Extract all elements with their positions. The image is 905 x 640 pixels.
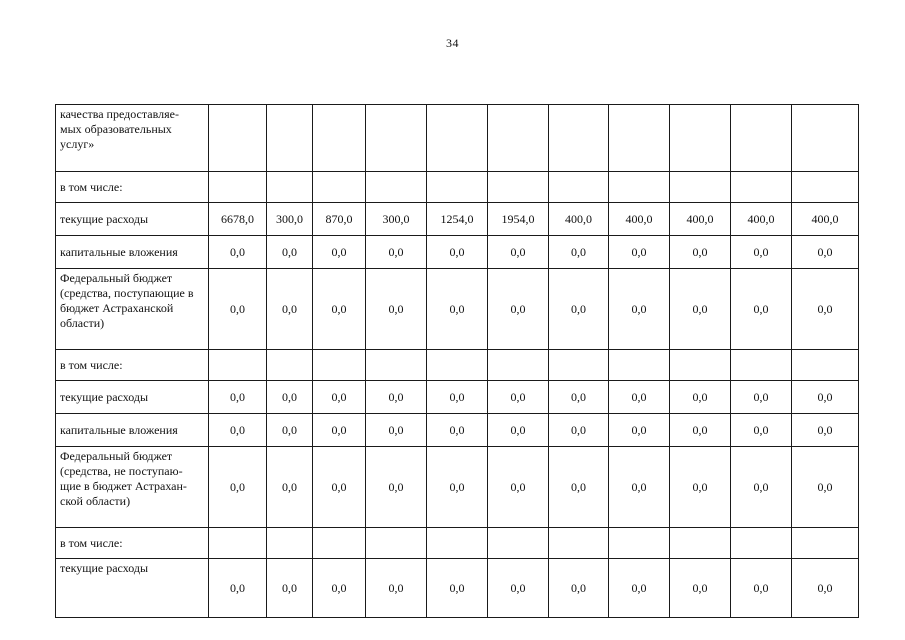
value-cell	[209, 105, 267, 172]
value-cell	[549, 350, 609, 381]
value-cell: 0,0	[267, 381, 313, 414]
table-row	[56, 350, 859, 381]
value-cell: 0,0	[427, 414, 488, 447]
table-row	[56, 203, 859, 236]
value-cell: 0,0	[427, 236, 488, 269]
value-cell: 0,0	[549, 236, 609, 269]
value-cell: 0,0	[488, 381, 549, 414]
value-cell: 870,0	[313, 203, 366, 236]
value-cell: 0,0	[313, 381, 366, 414]
row-label: в том числе:	[56, 350, 209, 381]
value-cell	[267, 172, 313, 203]
value-cell: 0,0	[267, 559, 313, 618]
value-cell	[731, 528, 792, 559]
value-cell: 0,0	[792, 269, 859, 350]
value-cell: 0,0	[670, 447, 731, 528]
value-cell	[366, 105, 427, 172]
value-cell	[670, 172, 731, 203]
value-cell: 0,0	[313, 447, 366, 528]
value-cell: 0,0	[366, 381, 427, 414]
value-cell: 0,0	[731, 559, 792, 618]
value-cell	[609, 172, 670, 203]
value-cell: 0,0	[731, 236, 792, 269]
value-cell: 0,0	[209, 559, 267, 618]
table-row	[56, 105, 859, 172]
value-cell: 0,0	[792, 447, 859, 528]
value-cell: 0,0	[609, 381, 670, 414]
table-body	[56, 105, 859, 618]
value-cell: 0,0	[313, 414, 366, 447]
value-cell: 400,0	[549, 203, 609, 236]
table-row	[56, 236, 859, 269]
value-cell: 0,0	[792, 559, 859, 618]
value-cell	[670, 105, 731, 172]
value-cell: 0,0	[549, 269, 609, 350]
value-cell	[209, 172, 267, 203]
value-cell	[267, 350, 313, 381]
value-cell: 0,0	[267, 414, 313, 447]
value-cell	[267, 105, 313, 172]
value-cell	[209, 350, 267, 381]
value-cell: 0,0	[366, 447, 427, 528]
value-cell: 0,0	[209, 269, 267, 350]
value-cell: 0,0	[731, 414, 792, 447]
value-cell: 0,0	[427, 559, 488, 618]
row-label: Федеральный бюджет (средства, поступающие в бюджет Астраханской области)	[56, 269, 209, 350]
value-cell: 0,0	[549, 559, 609, 618]
value-cell: 0,0	[488, 447, 549, 528]
page-number: 34	[446, 36, 459, 50]
value-cell: 0,0	[670, 559, 731, 618]
value-cell	[366, 172, 427, 203]
value-cell: 0,0	[313, 269, 366, 350]
value-cell: 0,0	[670, 381, 731, 414]
value-cell	[366, 350, 427, 381]
value-cell: 0,0	[731, 381, 792, 414]
value-cell	[313, 528, 366, 559]
value-cell: 0,0	[209, 447, 267, 528]
row-label: текущие расходы	[56, 203, 209, 236]
value-cell: 400,0	[731, 203, 792, 236]
value-cell	[792, 350, 859, 381]
value-cell: 0,0	[549, 381, 609, 414]
value-cell: 0,0	[427, 269, 488, 350]
value-cell	[427, 528, 488, 559]
value-cell: 0,0	[488, 236, 549, 269]
table-row	[56, 447, 859, 528]
value-cell: 1254,0	[427, 203, 488, 236]
value-cell: 300,0	[267, 203, 313, 236]
value-cell: 0,0	[549, 447, 609, 528]
table-row	[56, 414, 859, 447]
row-label: качества предоставляе- мых образовательных услуг»	[56, 105, 209, 172]
value-cell	[488, 105, 549, 172]
value-cell: 0,0	[267, 269, 313, 350]
value-cell	[670, 528, 731, 559]
value-cell: 0,0	[209, 381, 267, 414]
value-cell: 0,0	[670, 236, 731, 269]
value-cell	[549, 105, 609, 172]
value-cell: 0,0	[731, 269, 792, 350]
value-cell	[549, 172, 609, 203]
row-label: капитальные вложения	[56, 236, 209, 269]
value-cell	[731, 105, 792, 172]
value-cell: 0,0	[209, 414, 267, 447]
value-cell	[209, 528, 267, 559]
value-cell: 0,0	[670, 414, 731, 447]
value-cell	[609, 350, 670, 381]
value-cell	[792, 172, 859, 203]
value-cell: 0,0	[488, 559, 549, 618]
value-cell: 0,0	[792, 414, 859, 447]
value-cell: 0,0	[488, 269, 549, 350]
value-cell	[549, 528, 609, 559]
value-cell	[488, 350, 549, 381]
value-cell: 0,0	[792, 236, 859, 269]
value-cell	[427, 172, 488, 203]
value-cell: 0,0	[670, 269, 731, 350]
row-label: капитальные вложения	[56, 414, 209, 447]
table-row	[56, 528, 859, 559]
value-cell: 0,0	[267, 447, 313, 528]
value-cell	[792, 528, 859, 559]
table-row	[56, 269, 859, 350]
value-cell: 0,0	[609, 236, 670, 269]
value-cell: 0,0	[313, 236, 366, 269]
value-cell: 0,0	[313, 559, 366, 618]
value-cell: 0,0	[427, 381, 488, 414]
value-cell	[609, 528, 670, 559]
value-cell	[488, 528, 549, 559]
value-cell	[488, 172, 549, 203]
value-cell: 300,0	[366, 203, 427, 236]
value-cell	[792, 105, 859, 172]
value-cell: 6678,0	[209, 203, 267, 236]
value-cell: 0,0	[609, 414, 670, 447]
value-cell	[267, 528, 313, 559]
value-cell	[670, 350, 731, 381]
value-cell	[313, 350, 366, 381]
value-cell	[427, 350, 488, 381]
value-cell: 0,0	[549, 414, 609, 447]
row-label: в том числе:	[56, 528, 209, 559]
budget-table	[55, 104, 859, 618]
row-label: текущие расходы	[56, 559, 209, 618]
value-cell: 400,0	[609, 203, 670, 236]
value-cell	[366, 528, 427, 559]
value-cell: 0,0	[609, 269, 670, 350]
value-cell	[313, 172, 366, 203]
value-cell: 0,0	[366, 414, 427, 447]
value-cell: 400,0	[792, 203, 859, 236]
value-cell: 400,0	[670, 203, 731, 236]
row-label: текущие расходы	[56, 381, 209, 414]
row-label: в том числе:	[56, 172, 209, 203]
value-cell	[427, 105, 488, 172]
value-cell: 0,0	[792, 381, 859, 414]
table-row	[56, 381, 859, 414]
value-cell: 0,0	[209, 236, 267, 269]
value-cell: 0,0	[427, 447, 488, 528]
value-cell: 0,0	[366, 236, 427, 269]
value-cell	[731, 172, 792, 203]
value-cell: 0,0	[366, 559, 427, 618]
value-cell	[609, 105, 670, 172]
value-cell: 0,0	[488, 414, 549, 447]
value-cell: 0,0	[731, 447, 792, 528]
value-cell: 1954,0	[488, 203, 549, 236]
value-cell: 0,0	[366, 269, 427, 350]
value-cell: 0,0	[267, 236, 313, 269]
value-cell: 0,0	[609, 447, 670, 528]
table-row	[56, 172, 859, 203]
value-cell	[731, 350, 792, 381]
row-label: Федеральный бюджет (средства, не поступаю- щие в бюджет Астрахан- ской области)	[56, 447, 209, 528]
table-row	[56, 559, 859, 618]
value-cell	[313, 105, 366, 172]
value-cell: 0,0	[609, 559, 670, 618]
